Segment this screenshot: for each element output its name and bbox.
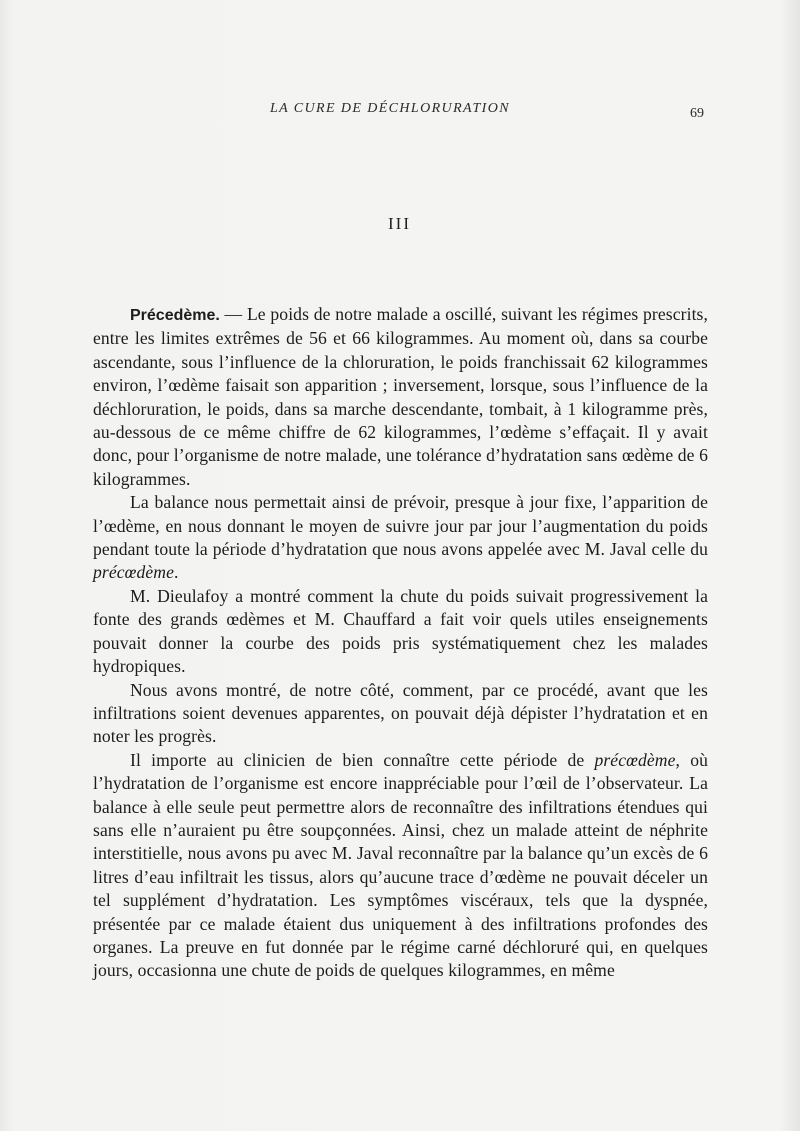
- body-text: [93, 303, 708, 983]
- paragraph-text: Nous avons montré, de notre côté, comment, par ce procédé, avant que les infiltrations soient devenues apparentes, on pouvait déjà dépister l’hydratation et en noter les progrès.: [93, 679, 708, 747]
- paragraph-dieulafoy: [93, 585, 708, 679]
- paragraph-infiltrations: [93, 679, 708, 749]
- paragraph-balance: [93, 491, 708, 585]
- paragraph-text-end: , où l’hydratation de l’organisme est encore inappréciable pour l’œil de l’observateur. La balance à elle seule peut permettre alors de reconnaître des infiltrations étendues qui sans elle n’auraient pu être soupçonnées. Ainsi, chez un malade atteint de néphrite interstitielle, nous avons pu avec M. Javal reconnaître par la balance qu’un excès de 6 litres d’eau infiltrait les tissus, alors qu’aucune trace d’œdème ne pouvait déceler un tel supplément d’hydratation. Les symptômes viscéraux, tels que la dyspnée, présentée par ce malade étaient dus uniquement à des infiltrations profondes des organes. La preuve en fut donnée par le régime carné déchloruré qui, en quelques jours, occasionna une chute de poids de quelques kilogrammes, en même: [93, 749, 708, 981]
- paragraph-text-end: .: [174, 562, 179, 583]
- emphasis-term: précœdème: [93, 562, 175, 583]
- section-number: III: [388, 214, 411, 233]
- page-number: 69: [690, 106, 704, 121]
- paragraph-text: M. Dieulafoy a montré comment la chute du poids suivait progressivement la fonte des grands œdèmes et M. Chauffard a fait voir quels utiles enseignements pouvait donner la courbe des poids pris systématiquement chez les malades hydropiques.: [93, 585, 708, 677]
- running-head: LA CURE DE DÉCHLORURATION: [270, 101, 510, 116]
- paragraph-text: Il importe au clinicien de bien connaître cette période de: [130, 749, 595, 770]
- emphasis-term: précœdème: [594, 749, 676, 770]
- lead-term: Précedème.: [130, 307, 220, 324]
- paragraph-text: La balance nous permettait ainsi de prévoir, presque à jour fixe, l’apparition de l’œdème, en nous donnant le moyen de suivre jour par jour l’augmentation du poids pendant toute la période d’hydratation que nous avons appelée avec M. Javal celle du: [93, 492, 708, 560]
- paragraph-precedeme: [93, 303, 708, 491]
- paragraph-clinicien: [93, 749, 708, 983]
- paragraph-text: — Le poids de notre malade a oscillé, suivant les régimes prescrits, entre les limites extrêmes de 56 et 66 kilogrammes. Au moment où, dans sa courbe ascendante, sous l’influence de la chloruration, le poids franchissait 62 kilogrammes environ, l’œdème faisait son apparition ; inversement, lorsque, sous l’influence de la déchloruration, le poids, dans sa marche descendante, tombait, à 1 kilogramme près, au-dessous de ce même chiffre de 62 kilogrammes, l’œdème s’effaçait. Il y avait donc, pour l’organisme de notre malade, une tolérance d’hydratation sans œdème de 6 kilogrammes.: [93, 304, 708, 489]
